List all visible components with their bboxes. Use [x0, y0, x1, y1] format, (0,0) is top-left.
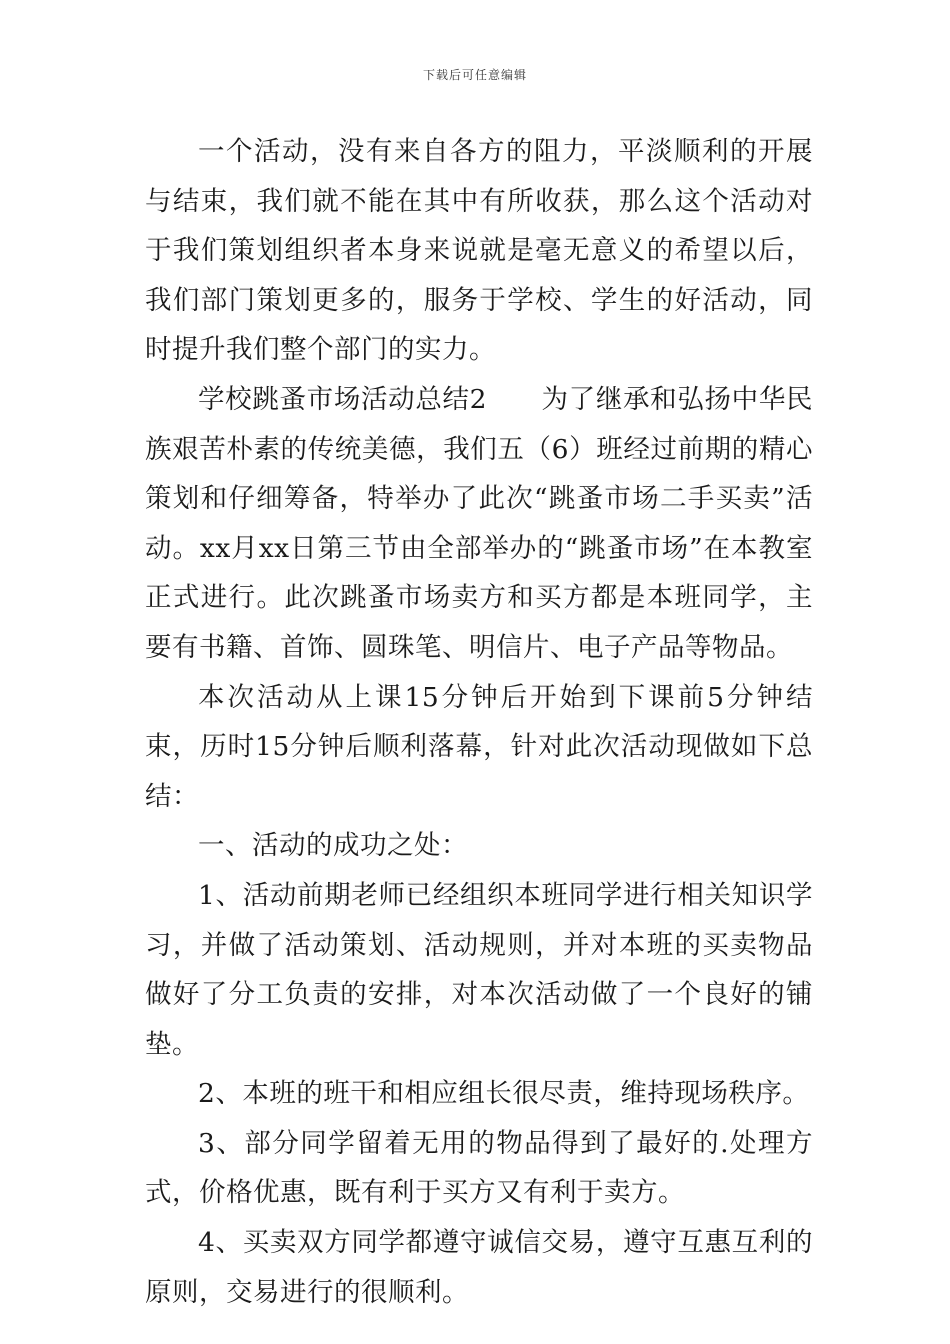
- paragraph-summary-2-intro: 学校跳蚤市场活动总结2 为了继承和弘扬中华民族艰苦朴素的传统美德，我们五（6）班经过前期的精心策划和仔细筹备，特举办了此次“跳蚤市场二手买卖”活动。xx月xx日第三节由全部举办的“跳蚤市场”在本教室正式进行。此次跳蚤市场卖方和买方都是本班同学，主要有书籍、首饰、圆珠笔、明信片、电子产品等物品。: [145, 383, 813, 663]
- list-item-4: 4、买卖双方同学都遵守诚信交易，遵守互惠互利的原则，交易进行的很顺利。: [145, 1227, 813, 1308]
- section-heading-successes: 一、活动的成功之处：: [198, 830, 468, 862]
- paragraph-conclusion: 一个活动，没有来自各方的阻力，平淡顺利的开展与结束，我们就不能在其中有所收获，那么这个活动对于我们策划组织者本身来说就是毫无意义的希望以后，我们部门策划更多的，服务于学校、学生的好活动，同时提升我们整个部门的实力。: [145, 136, 813, 366]
- paragraph-activity-time: 本次活动从上课15分钟后开始到下课前5分钟结束，历时15分钟后顺利落幕，针对此次活动现做如下总结：: [145, 681, 813, 812]
- document-body: [145, 127, 813, 1317]
- list-item-2: 2、本班的班干和相应组长很尽责，维持现场秩序。: [198, 1078, 810, 1110]
- page-header-note: 下载后可任意编辑: [422, 68, 527, 82]
- list-item-3: 3、部分同学留着无用的物品得到了最好的.处理方式，价格优惠，既有利于买方又有利于卖方。: [145, 1127, 813, 1209]
- list-item-1: 1、活动前期老师已经组织本班同学进行相关知识学习，并做了活动策划、活动规则，并对本班的买卖物品做好了分工负责的安排，对本次活动做了一个良好的铺垫。: [145, 879, 813, 1060]
